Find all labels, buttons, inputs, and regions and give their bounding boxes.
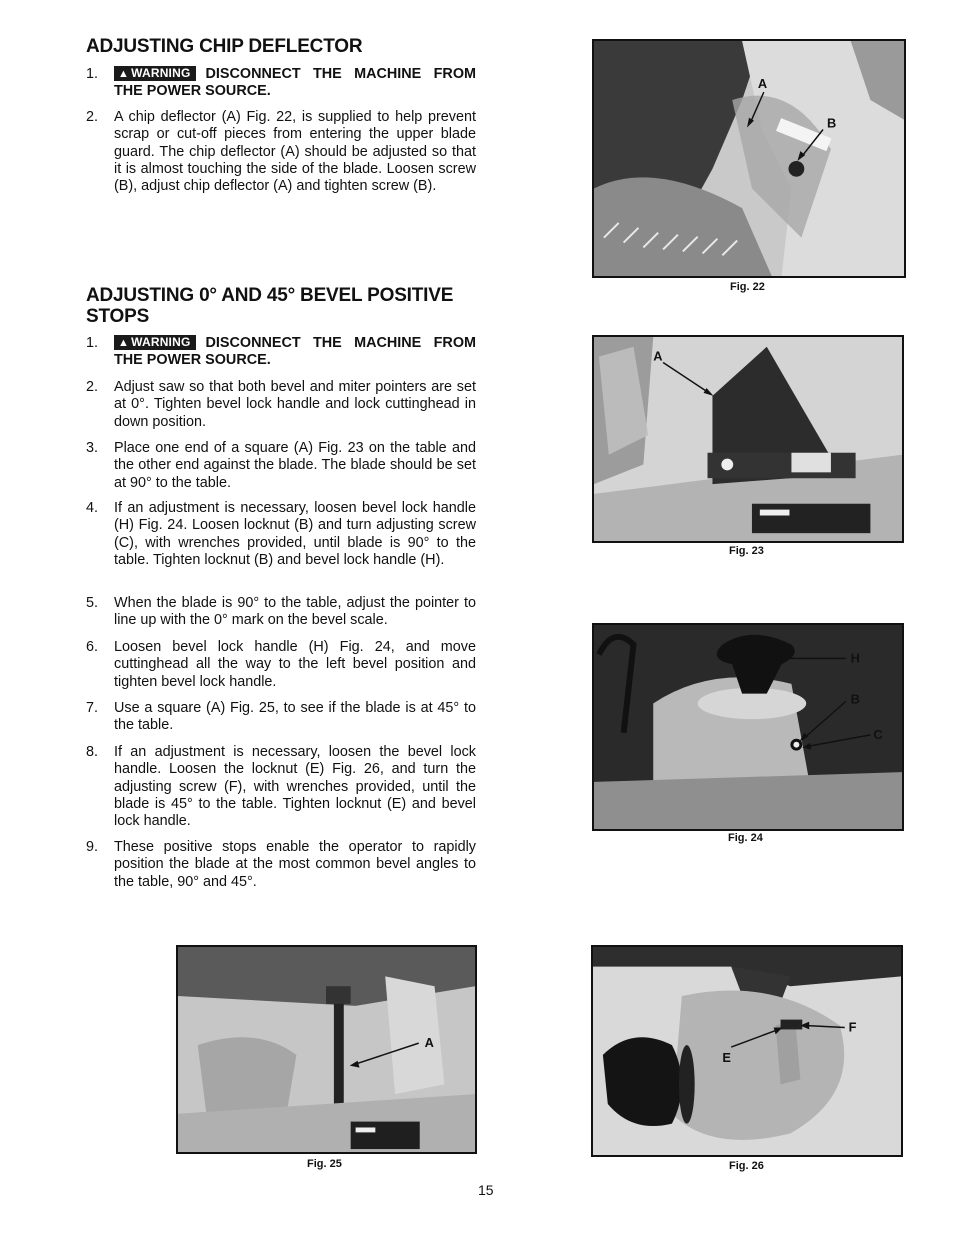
- figure-23-square-photo: [592, 335, 904, 543]
- warning-badge: ▲ WARNING: [114, 335, 196, 350]
- fig26-label-e: E: [722, 1049, 731, 1065]
- list-item: 3. Place one end of a square (A) Fig. 23 on the table and the other end against the blade. The blade should be set at 90° to the table.: [86, 440, 476, 491]
- list-item: 7. Use a square (A) Fig. 25, to see if the blade is at 45° to the table.: [86, 700, 476, 734]
- figure-26-locknut-photo: [591, 945, 903, 1157]
- fig23-label-a: A: [653, 348, 663, 364]
- list-item: 4. If an adjustment is necessary, loosen bevel lock handle (H) Fig. 24. Loosen locknut (B) and turn adjusting screw (C), with wrenches provided, until blade is 90° to the table. Tighten locknut (B) and bevel lock handle (H).: [86, 500, 476, 568]
- fig22-label-a: A: [757, 76, 768, 92]
- figure-25-caption: Fig. 25: [307, 1158, 342, 1170]
- figure-22-caption: Fig. 22: [730, 281, 765, 293]
- list-item: 2. A chip deflector (A) Fig. 22, is supplied to help prevent scrap or cut-off pieces from entering the upper blade guard. The chip deflector (A) should be adjusted so that it is almost touching the side of the blade. Loosen screw (B), adjust chip deflector (A) and tighten screw (B).: [86, 109, 476, 195]
- list-item: 6. Loosen bevel lock handle (H) Fig. 24, and move cuttinghead all the way to the left bevel position and tighten bevel lock handle.: [86, 639, 476, 690]
- list-item: 9. These positive stops enable the operator to rapidly position the blade at the most common bevel angles to the table, 90° and 45°.: [86, 839, 476, 890]
- fig25-label-a: A: [424, 1035, 434, 1051]
- warning-triangle-icon: ▲: [118, 337, 130, 349]
- fig24-label-h: H: [850, 650, 860, 666]
- list-item: 1. ▲ WARNING DISCONNECT THE MACHINE FROM THE POWER SOURCE.: [86, 66, 476, 100]
- figure-24-bevel-lock-photo: [592, 623, 904, 831]
- figure-26-caption: Fig. 26: [729, 1160, 764, 1172]
- figure-23-caption: Fig. 23: [729, 545, 764, 557]
- fig22-label-b: B: [826, 115, 837, 131]
- list-item: 5. When the blade is 90° to the table, adjust the pointer to line up with the 0° mark on the bevel scale.: [86, 595, 476, 629]
- page-number: 15: [478, 1182, 494, 1198]
- figure-24-caption: Fig. 24: [728, 832, 763, 844]
- list-item: 8. If an adjustment is necessary, loosen the bevel lock handle. Loosen the locknut (E) Fig. 26, and turn the adjusting screw (F), with wrenches provided, until the blade is 45° to the table. Tighten locknut (E) and bevel lock handle.: [86, 744, 476, 830]
- heading-bevel-positive-stops: ADJUSTING 0° AND 45° BEVEL POSITIVE STOPS: [86, 285, 454, 327]
- fig24-label-b: B: [850, 691, 860, 707]
- list-item: 2. Adjust saw so that both bevel and miter pointers are set at 0°. Tighten bevel lock handle and lock cuttinghead in down position.: [86, 379, 476, 430]
- fig26-label-f: F: [848, 1019, 857, 1035]
- warning-triangle-icon: ▲: [118, 68, 130, 80]
- heading-adjusting-chip-deflector: ADJUSTING CHIP DEFLECTOR: [86, 36, 363, 57]
- figure-22-chip-deflector-photo: [592, 39, 906, 278]
- figure-25-square-45-photo: [176, 945, 477, 1154]
- list-item: 1. ▲ WARNING DISCONNECT THE MACHINE FROM THE POWER SOURCE.: [86, 335, 476, 369]
- warning-badge: ▲ WARNING: [114, 66, 196, 81]
- fig24-label-c: C: [873, 726, 883, 742]
